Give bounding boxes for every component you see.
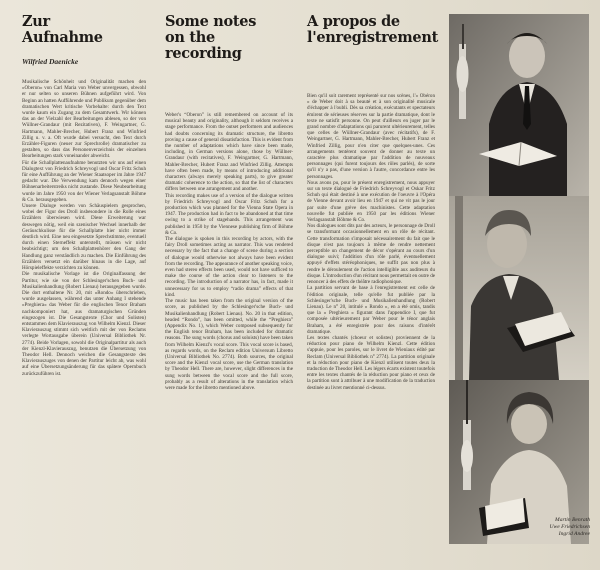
english-paragraph-3: The dialogue is spoken in this recording by actors, with the fairy Droll sometimes acting as narrator. This was rendered necessary by the fact that a change of scene during a section of dialogue would otherwise not always have been evident from the recording. The appearance of another speaking voice, even had stereo effects been used, would not have sufficed to make the course of the action clear to listeners to the recording. The introduction of a narrator has, in fact, made it unnecessary for us to employ “radio drama” effects of that kind. (165, 236, 293, 298)
author-name: Wilfried Daenicke (22, 57, 79, 66)
french-column (307, 13, 438, 391)
german-paragraph-2: Für die Schallplattenaufnahme benutzten wir uns auf einen Dialogtext von Friedrich Schreyvogl und Oscar Fritz Schuh für eine Aufführung an der Wiener Staatsoper im Jahre 1947 gedacht war. Die Verwendung kam dennoch wegen einer Bühnenarbeiterstreiks nicht zustande. Diese Neubearbeitung wurde im Jahre 1950 von der Wiener Verlagsanstalt Böhme & Co. herausgegeben. (22, 159, 146, 203)
french-body (307, 93, 435, 391)
english-heading-line1: Some notes (165, 13, 257, 30)
photo-1-image (449, 14, 589, 196)
credit-3: Ingrid Andree (558, 531, 590, 537)
english-body (165, 112, 293, 391)
english-paragraph-4: The music has been taken from the original version of the score, as published by the Schlesinger'sche Buch- und Musikalienhandlung (Robert Lienau). No. 20 in that edition, headed “Rondo”, has been omitted, while the “Preghiera” (Appendix No. 1), which Weber composed subsequently for the English tenor Braham, has been included for dramatic reasons. The sung words (chorus and soloists) have been taken from Wilhelm Kienzl's vocal score. This vocal score is based, as regards words, on the Reclam edition Universum Libretto (Universal Bibliothek No. 2774). Both sources, the original score and the Kienzl vocal score, use the German translation by Theodor Hell. There are, however, slight differences in the sung words between the vocal score and the full score, probably as a result of alterations in the translation which were made for the libretto mentioned above. (165, 298, 293, 391)
photo-credits (549, 517, 590, 538)
photo-uwe-friedrichsen (449, 196, 589, 380)
english-paragraph-2: This recording makes use of a version of the dialogue written by Friedrich Schreyvogl and Oscar Fritz Schuh for a production which was planned for the Vienna State Opera in 1947. The production had in fact to be abandoned at that time owing to a strike of stagehands. This arrangement was published in 1950 by the Viennese publishing firm of Böhme & Co. (165, 192, 293, 236)
english-paragraph-1: Weber's “Oberon” is still remembered on account of its musical beauty and originality, although it seldom receives a stage performance. From the outset performers and audiences had doubts concerning its dramatic structure, the libretto proving a cause of general dissatisfaction. This is evident from the number of adaptations which have since been made, including, in German versions alone, those by Wüllner-Grandaur (with recitatives), F. Weingartner, G. Hartmann, Mahler-Brecher, Hubert Franz and Winfried Zillig. Attempts have often been made, by means of introducing additional characters (always merely speaking parts), to give greater dramatic coherence to the action, so that the list of characters differs between one arrangement and another. (165, 112, 293, 193)
english-column (165, 14, 293, 391)
french-heading-line2: l'enregistrement (307, 29, 438, 46)
german-paragraph-1: Musikalische Schönheit und Originalität machen den »Oberon« von Carl Maria von Weber unvergessen, obwohl er nur selten so unseren Bühnen aufgeführt wird. Von Beginn an hatten Aufführende und Publikum gegenüber dem dramatischen Wert kritische Vorbehalte: durch den Text wurde kaum ein Zugang zu dem Gesamtwerk. Wir können das an der Vielzahl der Bearbeitungen ablesen, so der von Wüllner-Grandaur (mit Rezitativen), F. Weingartner, G. Hartmann, Mahler-Brecher, Hubert Franz und Winfried Zillig u. v. a. Oft wurde dabei versucht, den Text durch Erzähler-Figuren (neuer zur Sprechrolle) dramatischer zu gestalten, so dass das Personenverzeichnis der einzelnen Bearbeitungen stark voneinander abweicht. (22, 79, 146, 160)
photo-column (449, 14, 589, 544)
french-heading-line1: A propos de (307, 13, 400, 30)
english-heading-line2: on the recording (165, 29, 242, 62)
german-paragraph-3: Unsere Dialoge werden von Schäuspielern gesprochen, wobei der Figur des Droll insbesondere in die Rolle eines Erzählers überwiesen wird. Diese Erweiterung war deswegen nötig, weil ein szenischer Wechsel innerhalb der Geräuschkulisse für die Schallplatte hier nicht immer deutlich wird. Eine neu eingesetzte Sprechstimme, eventuell durch einen Sterneffekt unterstellt, müssen wir nicht beabsichtigt; um den Schallplattenhörer den Gang der Handlung ganz verständlich zu machen. Die Einführung des Erzählers versetzt ein darüber hinaus in die Lage, auf Hörspieleffekte verzichten zu können. (22, 203, 146, 272)
german-heading-line1: Zur (22, 13, 50, 30)
french-paragraph-5: Les textes chantés (choeur et solistes) proviennent de la réduction pour piano de Wilhelm Kienzl. Cette édition s'appuie, pour les paroles, sur le livret de Wieniaux édité par Reclam (Universal Bibliothek n° 2774). La partition originale et la réduction pour piano de Kienzl utilisent toutes deux la traduction de Theodor Hell. Les légers écarts existent toutefois entre les textes chantés de la réduction pour piano et ceux de la partition sont à attribuer à une modification de la traduction destinée au livret mentionné ci-dessus. (307, 334, 435, 391)
german-column (22, 14, 146, 377)
credit-2: Uwe Friedrichsen (549, 524, 590, 530)
french-paragraph-3: Nos dialogues sont dits par des acteurs, le personnage de Droll se transformant occasionnellement en un rôle de récitant. Cette transformation s'imposait nécessairement du fait que le disque n'est pas toujours à même de rendre nettement perceptible un changement de décor s'opérant au cours d'un dialogue suivi; l'addition d'un rôle parlé, éventuellement appuyé d'effets stéréophoniques, ne suffit pas non plus à rendre le déroulement de l'action intelligible aux auditeurs du disque. L'introduction d'un récitant nous permettait en outre de renoncer à des effets de théâtre radiophonique. (307, 223, 435, 286)
photo-2-image (449, 196, 589, 380)
credit-1: Martin Benrath (555, 517, 590, 523)
french-paragraph-4: La partition servant de base à l'enregistrement est celle de l'édition originale, telle qu'elle fut publiée par la Schlesinger'sche Buch- und Musikalienhandlung (Robert Lienau). Le n° 20, intitulé « Rondo », en a été omis, tandis que la « Preghiera » figurant dans l'appendice I, que fut composée ultérieurement par Weber pour le ténor anglais Braham, a été enregistrée pour des raisons d'intérêt dramatique. (307, 285, 435, 335)
german-heading-line2: Aufnahme (22, 29, 103, 46)
german-heading (22, 14, 146, 46)
french-paragraph-2: Nous avons pu, pour le présent enregistrement, nous appuyer sur un texte dialogué de Friedrich Schreyvogl et Oskar Fritz Schuh qui était destiné à une exécution de l'oeuvre à l'Opéra de Vienne devant avoir lieu en 1947 et qui ne vit pas le jour par suite d'une grève des machinistes. Cette adaptation nouvelle fut publiée en 1950 par les éditions Wiener Verlagsanstalt Böhme & Co. (307, 179, 435, 224)
english-heading (165, 14, 293, 62)
photo-martin-benrath (449, 14, 589, 196)
french-heading (307, 13, 438, 46)
french-paragraph-1: Bien qu'il soit rarement représenté sur nos scènes, l'« Obéron » de Weber doit à sa beauté et à son originalité musicale d'échapper à l'oubli. Dès sa création, exécutants et spectateurs émirent de sérieuses réserves sur la partie dramatique, dont le texte ne satisfit personne. On peut d'ailleurs en juger par le grand nombre d'adaptations qui parurent ultérieurement, telles que celles de Wüllner-Grandaur (avec récitatifs), de F. Weingartner, G. Hartmann, Mahler-Brecher, Hubert Franz et Winfried Zillig, pour n'en citer que quelques-unes. Ces arrangements tentèrent souvent de donner au texte un caractère plus dramatique par l'addition de nouveaux personnages (qui furent toujours des rôles parlés), de sorte qu'il n'y a pas, d'une version à l'autre, concordance entre les personnages. (307, 93, 435, 180)
german-body (22, 79, 146, 377)
german-paragraph-4: Die musikalische Vorlage ist die Originalfassung der Partitur, wie sie von der Schlesinger'schen Buch- und Musikalienhandlung (Robert Lienau) herausgegeben wurde. Die dort enthaltene Nr. 20, mit »Rondo« überschrieben, wurde ausgelassen, während das unter Anhang I stehende »Preghiera« das Weber für die englischen Tenor Braham nachkomponiert hat, aus dramaturgischen Gründen eingezogen ist. Die Gesangstexte (Chor und Solisten) entstammen dem Klavierauszug von Wilhelm Kienzl. Dieser Klavierauszug stimmt sich weitlich mit der von Reclams verlegte Wortausgabe überein (Universal Bibliothek Nr. 2774). Beide Vorlagen, sowohl die Originalpartitur als auch der Kienzl-Klavierauszug, benutzen die Übersetzung von Theodor Hell. Dennoch weichen die Gesangstexte des Klavierauszuges von denen der Partitur leicht ab, was wohl auf eine Übersetzungsänderung für das spätere Opernbuch zurückzuführen ist. (22, 271, 146, 377)
